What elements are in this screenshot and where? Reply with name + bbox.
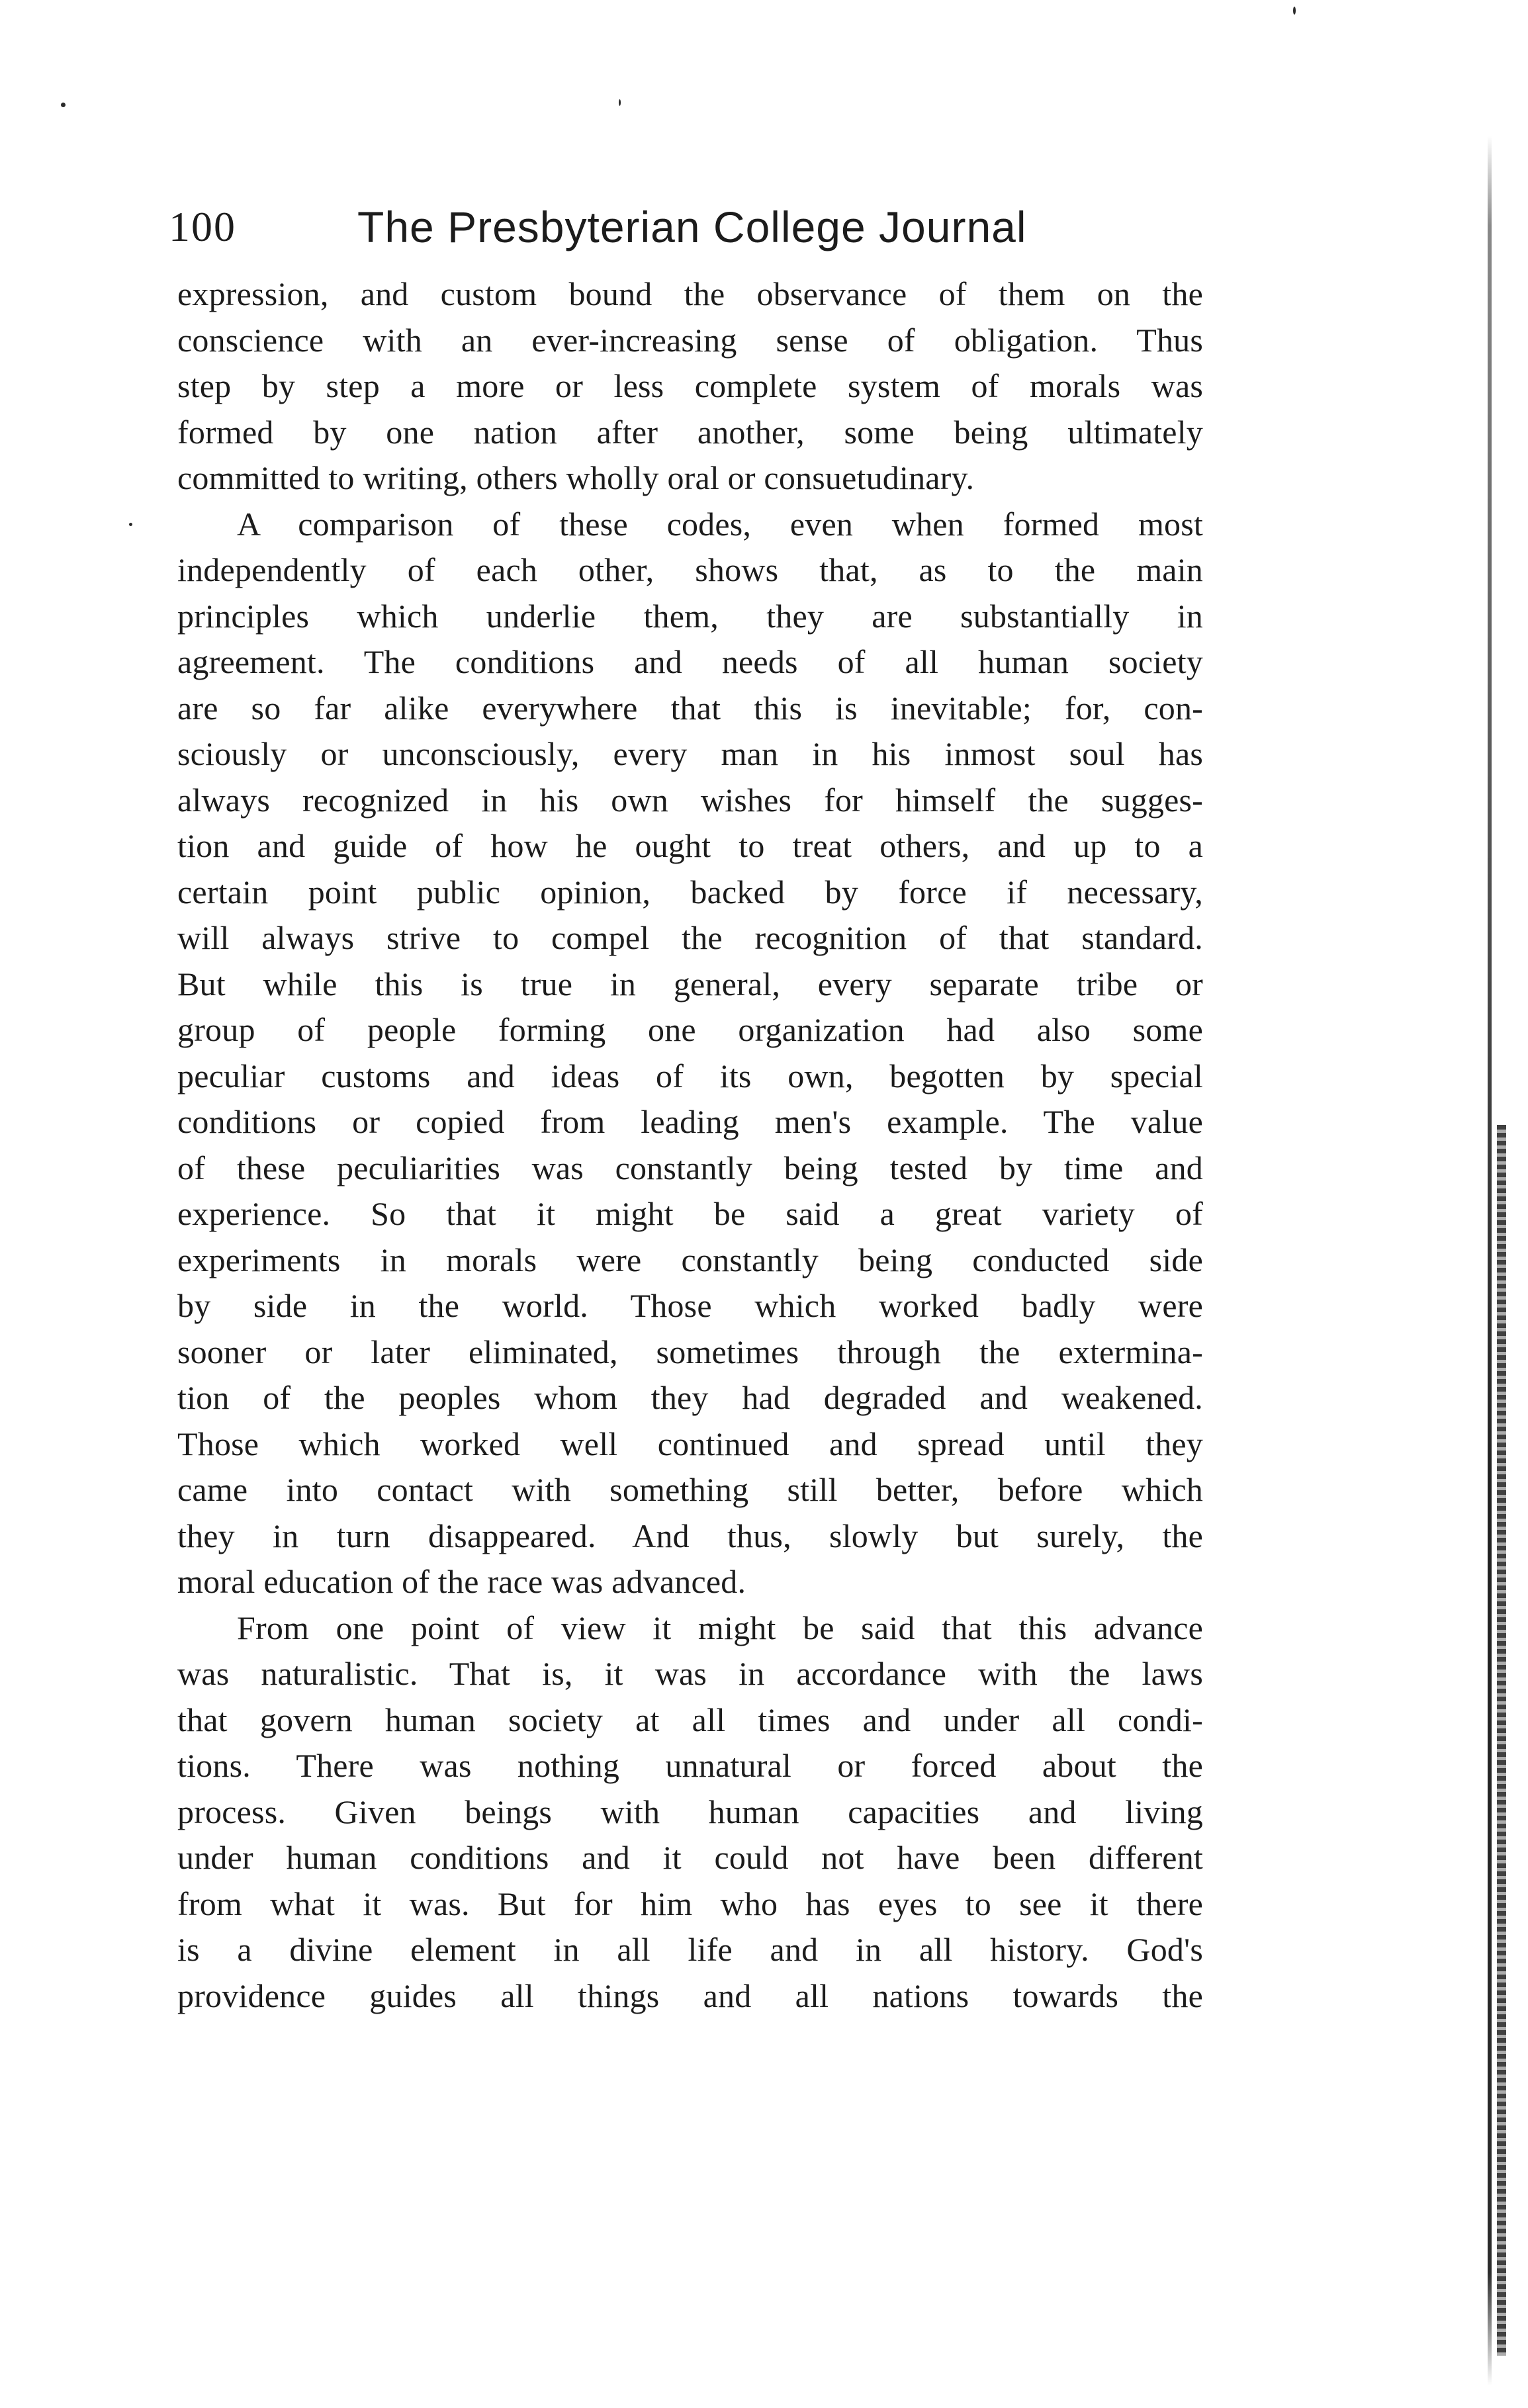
text-line: tions. There was nothing unnatural or forced about the <box>177 1747 1203 1784</box>
binding-edge-texture <box>1497 1125 1506 2356</box>
text-line: they in turn disappeared. And thus, slowly but surely, the <box>177 1517 1203 1554</box>
text-line: moral education of the race was advanced. <box>177 1563 746 1600</box>
text-line: But while this is true in general, every separate tribe or <box>177 965 1203 1003</box>
text-line: peculiar customs and ideas of its own, begotten by special <box>177 1057 1203 1094</box>
text-line: will always strive to compel the recognition of that standard. <box>177 919 1203 956</box>
text-line: Those which worked well continued and spread until they <box>177 1425 1203 1462</box>
text-line: of these peculiarities was constantly being tested by time and <box>177 1149 1203 1186</box>
text-line: by side in the world. Those which worked badly were <box>177 1287 1203 1324</box>
text-line: are so far alike everywhere that this is inevitable; for, con- <box>177 689 1203 727</box>
text-line: principles which underlie them, they are substantially in <box>177 597 1203 635</box>
text-line: providence guides all things and all nations towards the <box>177 1977 1203 2014</box>
text-line: conditions or copied from leading men's example. The value <box>177 1103 1203 1140</box>
text-line: experiments in morals were constantly being conducted side <box>177 1241 1203 1278</box>
scan-speck <box>129 523 132 526</box>
text-line: formed by one nation after another, some being ultimately <box>177 413 1203 451</box>
text-line: sciously or unconsciously, every man in his inmost soul has <box>177 735 1203 772</box>
text-line: that govern human society at all times and under all condi- <box>177 1701 1203 1738</box>
text-line: came into contact with something still better, before which <box>177 1471 1203 1508</box>
text-line: step by step a more or less complete system of morals was <box>177 367 1203 404</box>
page-number: 100 <box>169 203 236 250</box>
text-line: independently of each other, shows that, as to the main <box>177 551 1203 588</box>
text-line: under human conditions and it could not have been different <box>177 1839 1203 1876</box>
text-line: sooner or later eliminated, sometimes through the extermina- <box>177 1333 1203 1370</box>
scan-speck <box>619 99 621 106</box>
text-line: certain point public opinion, backed by force if necessary, <box>177 873 1203 911</box>
body-text <box>177 271 1203 2019</box>
text-line: group of people forming one organization had also some <box>177 1011 1203 1048</box>
text-line: from what it was. But for him who has eyes to see it there <box>177 1885 1203 1922</box>
text-line: is a divine element in all life and in all history. God's <box>177 1931 1203 1968</box>
scan-speck <box>1293 7 1296 15</box>
scan-speck <box>61 103 66 107</box>
text-line: conscience with an ever-increasing sense of obligation. Thus <box>177 321 1203 359</box>
text-line: tion of the peoples whom they had degraded and weakened. <box>177 1379 1203 1416</box>
text-line: always recognized in his own wishes for himself the sugges- <box>177 781 1203 819</box>
running-head <box>169 191 1201 263</box>
binding-edge-shadow <box>1488 136 1492 2386</box>
text-line: process. Given beings with human capacities and living <box>177 1793 1203 1830</box>
paragraph-start-line: From one point of view it might be said that this advance <box>237 1609 1203 1646</box>
text-line: experience. So that it might be said a great variety of <box>177 1195 1203 1232</box>
text-line: was naturalistic. That is, it was in accordance with the laws <box>177 1655 1203 1692</box>
text-line: agreement. The conditions and needs of all human society <box>177 643 1203 680</box>
journal-title: The Presbyterian College Journal <box>357 202 1027 251</box>
paragraph-start-line: A comparison of these codes, even when formed most <box>237 505 1203 543</box>
text-line: expression, and custom bound the observance of them on the <box>177 275 1203 312</box>
text-line: committed to writing, others wholly oral or consuetudinary. <box>177 459 975 496</box>
text-line: tion and guide of how he ought to treat others, and up to a <box>177 827 1203 864</box>
